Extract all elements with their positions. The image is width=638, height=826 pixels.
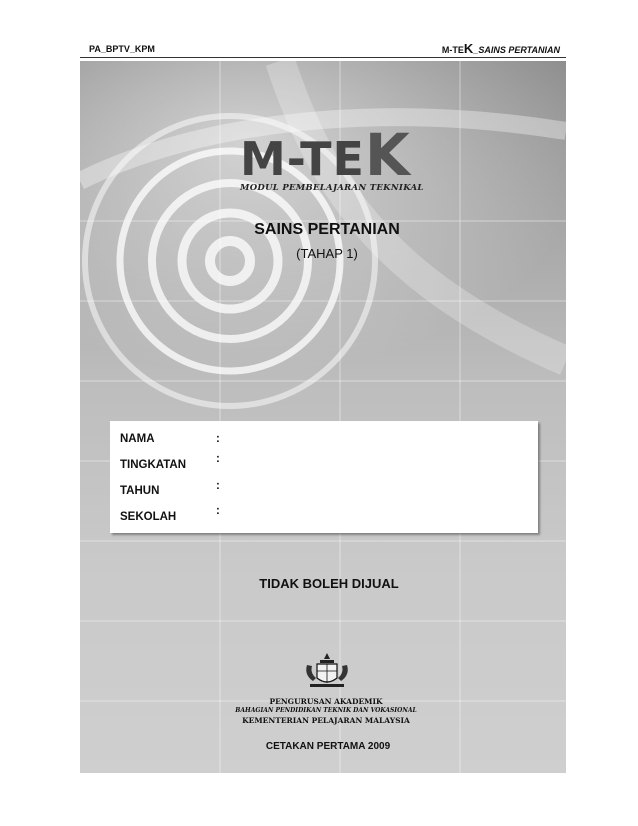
logo-title-main: M-TE [240, 132, 365, 186]
form-colon: : [216, 480, 220, 492]
form-label-sekolah: SEKOLAH [120, 511, 177, 523]
publisher-line-1: PENGURUSAN AKADEMIK [269, 697, 383, 706]
form-colon: : [216, 433, 220, 445]
header-right-suffix: _SAINS PERTANIAN [473, 45, 560, 55]
header-right-prefix: M-TE [441, 45, 464, 55]
form-label-tahun: TAHUN [120, 485, 160, 497]
publisher-line-2: BAHAGIAN PENDIDIKAN TEKNIK DAN VOKASIONAL [235, 707, 417, 714]
edition-notice: CETAKAN PERTAMA 2009 [265, 741, 391, 752]
logo-subtitle: MODUL PEMBELAJARAN TEKNIKAL [240, 183, 424, 193]
mtek-logo [240, 121, 430, 201]
cover-panel [80, 61, 566, 773]
header-right [442, 41, 560, 56]
header-left: PA_BPTV_KPM [89, 44, 155, 54]
form-colon: : [216, 453, 220, 465]
level-subtitle: (TAHAP 1) [296, 246, 358, 261]
subject-title: SAINS PERTANIAN [254, 221, 400, 238]
malaysia-coat-of-arms-icon [302, 651, 352, 689]
header-right-k: K [463, 41, 474, 56]
form-label-tingkatan: TINGKATAN [120, 459, 187, 471]
header-rule [80, 57, 566, 58]
form-label-nama: NAMA [120, 433, 155, 445]
publisher-line-3: KEMENTERIAN PELAJARAN MALAYSIA [242, 716, 410, 725]
logo-title-k: K [364, 121, 411, 189]
form-colon: : [216, 505, 220, 517]
student-info-form [110, 421, 538, 533]
not-for-sale-notice: TIDAK BOLEH DIJUAL [259, 576, 399, 591]
